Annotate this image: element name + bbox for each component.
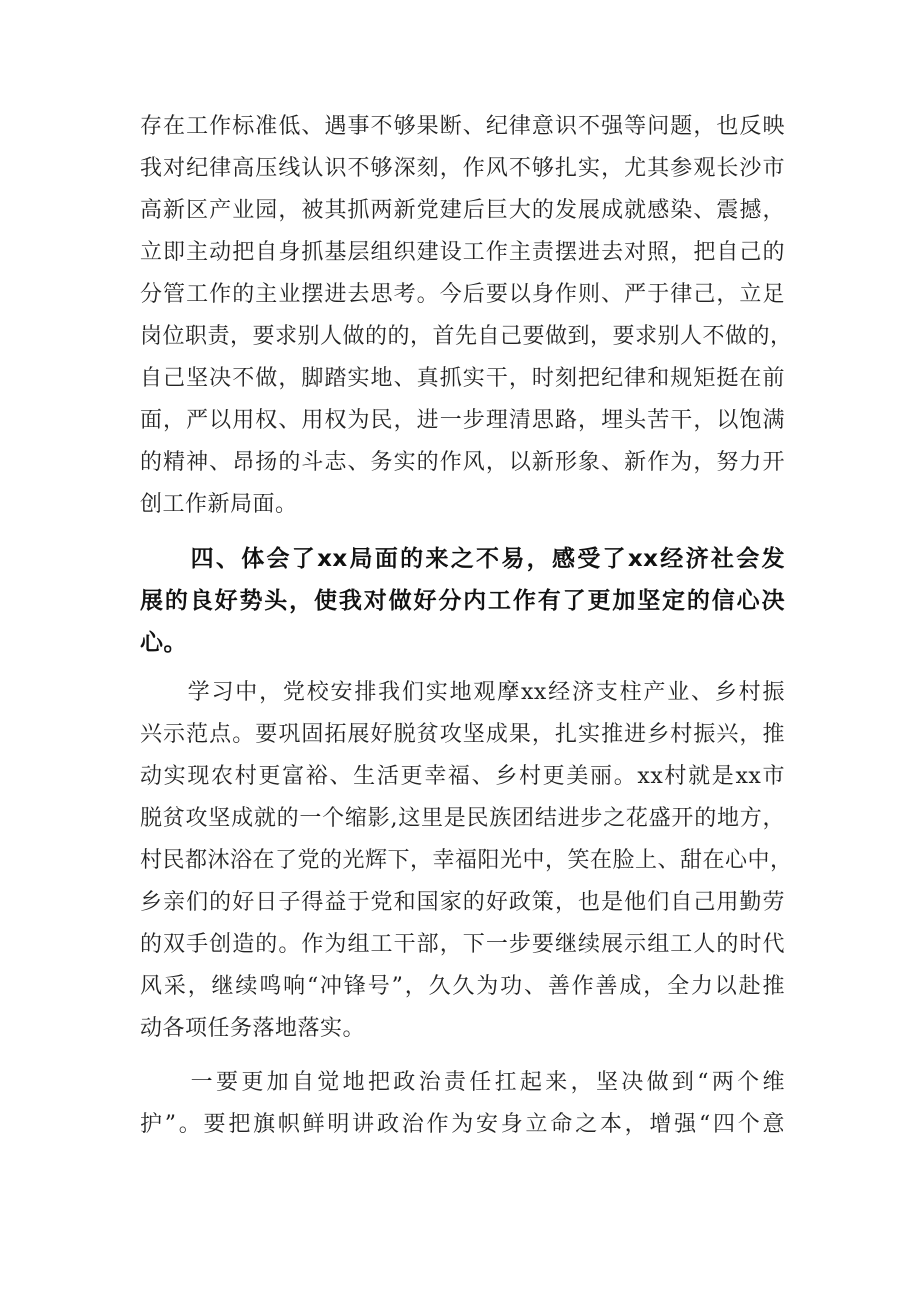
text-line: 面，严以用权、用权为民，进一步理清思路，埋头苦干，以饱满 bbox=[140, 408, 785, 433]
heading-line: 四、体会了xx局面的来之不易，感受了xx经济社会发 bbox=[140, 546, 785, 572]
text-line: 岗位职责，要求别人做的的，首先自己要做到，要求别人不做的， bbox=[140, 324, 793, 349]
text-line: 存在工作标准低、遇事不够果断、纪律意识不强等问题，也反映 bbox=[140, 114, 785, 139]
text-line: 动各项任务落地落实。 bbox=[140, 1016, 366, 1041]
text-line: 自己坚决不做，脚踏实地、真抓实干，时刻把纪律和规矩挺在前 bbox=[140, 366, 785, 391]
paragraph-political-responsibility bbox=[140, 1062, 785, 1146]
text-line: 立即主动把自身抓基层组织建设工作主责摆进去对照，把自己的 bbox=[140, 240, 785, 265]
heading-line: 心。 bbox=[140, 630, 187, 656]
text-line: 分管工作的主业摆进去思考。今后要以身作则、严于律己，立足 bbox=[140, 282, 785, 307]
text-line: 学习中，党校安排我们实地观摩xx经济支柱产业、乡村振 bbox=[140, 680, 785, 705]
text-line: 高新区产业园，被其抓两新党建后巨大的发展成就感染、震撼， bbox=[140, 198, 785, 223]
text-line: 乡亲们的好日子得益于党和国家的好政策，也是他们自己用勤劳 bbox=[140, 890, 785, 915]
text-line: 脱贫攻坚成就的一个缩影,这里是民族团结进步之花盛开的地方， bbox=[140, 806, 785, 831]
text-line: 我对纪律高压线认识不够深刻，作风不够扎实，尤其参观长沙市 bbox=[140, 156, 785, 181]
text-line: 风采，继续鸣响“冲锋号”，久久为功、善作善成，全力以赴推 bbox=[140, 974, 785, 999]
section-heading-four bbox=[140, 538, 785, 664]
text-line: 兴示范点。要巩固拓展好脱贫攻坚成果，扎实推进乡村振兴，推 bbox=[140, 722, 785, 747]
text-line: 动实现农村更富裕、生活更幸福、乡村更美丽。xx村就是xx市 bbox=[140, 764, 785, 789]
paragraph-field-visit bbox=[140, 672, 793, 1050]
text-line: 创工作新局面。 bbox=[140, 492, 298, 517]
text-line: 一要更加自觉地把政治责任扛起来，坚决做到“两个维 bbox=[140, 1070, 785, 1095]
text-line: 的双手创造的。作为组工干部，下一步要继续展示组工人的时代 bbox=[140, 932, 785, 957]
text-line: 护”。要把旗帜鲜明讲政治作为安身立命之本，增强“四个意 bbox=[140, 1112, 785, 1137]
text-line: 村民都沐浴在了党的光辉下，幸福阳光中，笑在脸上、甜在心中， bbox=[140, 848, 793, 873]
heading-line: 展的良好势头，使我对做好分内工作有了更加坚定的信心决 bbox=[140, 588, 785, 614]
paragraph-discipline-reflection bbox=[140, 106, 793, 526]
text-line: 的精神、昂扬的斗志、务实的作风，以新形象、新作为，努力开 bbox=[140, 450, 785, 475]
document-body bbox=[140, 106, 793, 1158]
